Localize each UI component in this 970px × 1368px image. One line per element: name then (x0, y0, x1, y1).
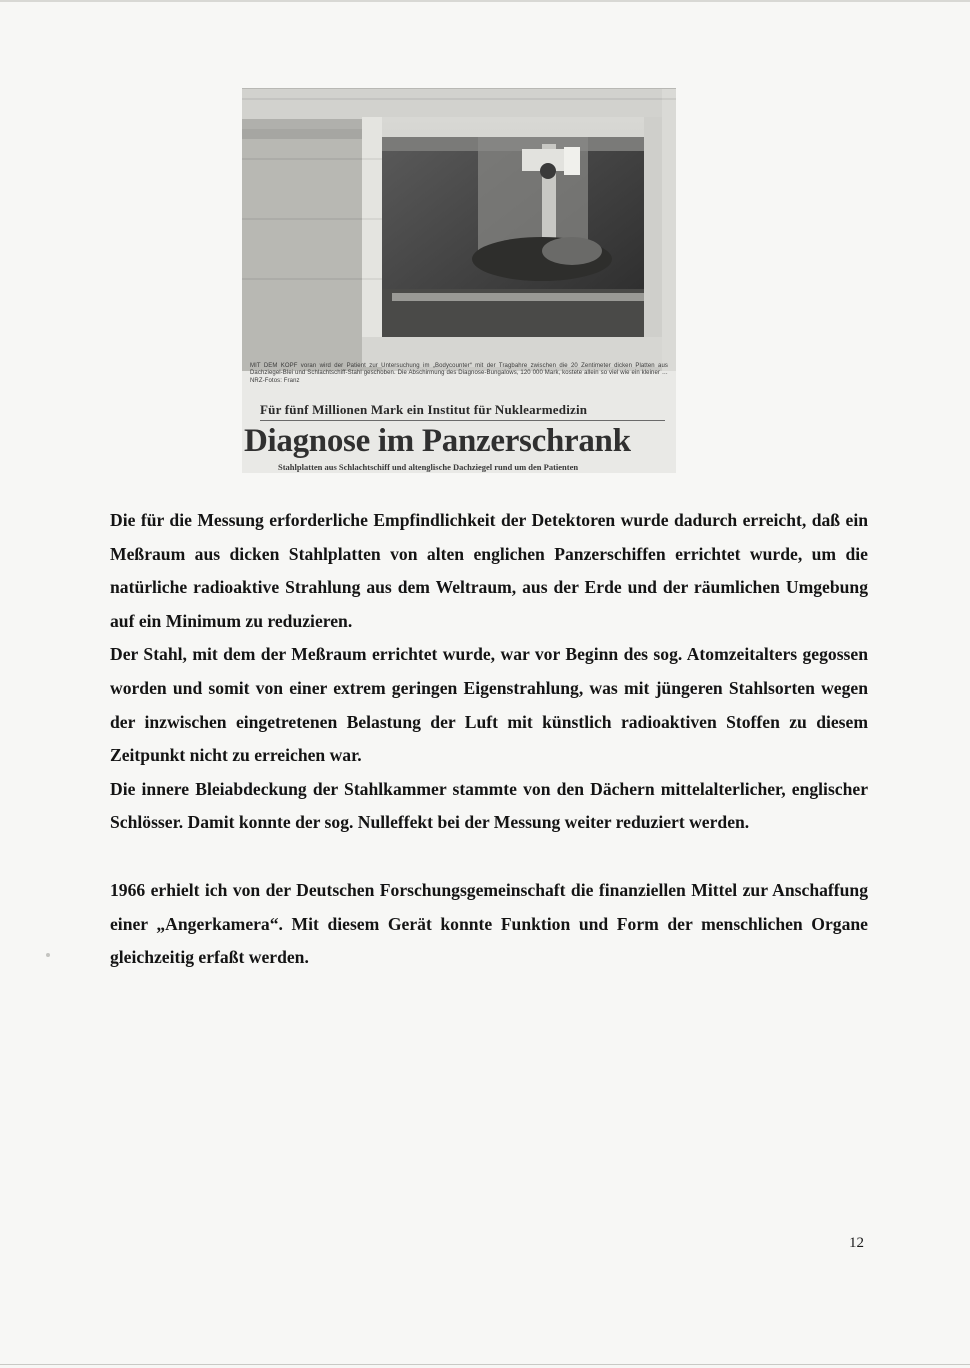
page-top-edge (0, 0, 970, 2)
clipping-caption: MIT DEM KOPF voran wird der Patient zur Untersuchung im „Bodycounter“ mit der Tragbahre zwischen die 20 Zentimeter dicken Platten aus Dachziegel-Blei und Schlachtschiff-Stahl geschoben. Die Abschirmung des Diagnose-Bungalows, 120 000 Mark, kostete allein so viel wie ein kleiner … NRZ-Fotos: Franz (250, 363, 668, 384)
clipping-deck: Stahlplatten aus Schlachtschiff und altenglische Dachziegel rund um den Patienten (278, 462, 579, 472)
paragraph: Die für die Messung erforderliche Empfindlichkeit der Detektoren wurde dadurch erreicht, daß ein Meßraum aus dicken Stahlplatten von alten englichen Panzerschiffen errichtet wurde, um die natürliche radioaktive Strahlung aus dem Weltraum, aus der Erde und der räumlichen Umgebung auf ein Minimum zu reduzieren. (110, 510, 868, 631)
clipping-sub-headline: Für fünf Millionen Mark ein Institut für Nuklearmedizin (260, 402, 588, 417)
page-number: 12 (849, 1235, 864, 1251)
paragraph: Die innere Bleiabdeckung der Stahlkammer stammte von den Dächern mittelalterlicher, englischer Schlösser. Damit konnte der sog. Nulleffekt bei der Messung weiter reduziert werden. (110, 778, 868, 833)
newspaper-clipping (242, 88, 676, 473)
clipping-photo (242, 89, 676, 371)
clipping-headline: Diagnose im Panzerschrank (244, 423, 631, 459)
paragraph: 1966 erhielt ich von der Deutschen Forschungsgemeinschaft die finanziellen Mittel zur Anschaffung einer „Angerkamera“. Mit diesem Gerät konnte Funktion und Form der menschlichen Organe gleichzeitig erfaßt werden. (110, 879, 868, 968)
body-text (110, 504, 868, 975)
scan-speck (46, 953, 50, 957)
page-bottom-edge (0, 1364, 970, 1365)
paragraph: Der Stahl, mit dem der Meßraum errichtet wurde, war vor Beginn des sog. Atomzeitalters gegossen worden und somit von einer extrem geringen Eigenstrahlung, was mit jüngeren Stahlsorten wegen der inzwischen eingetretenen Belastung der Luft mit künstlich radioaktiven Stoffen zu diesem Zeitpunkt nicht zu erreichen war. (110, 644, 868, 766)
